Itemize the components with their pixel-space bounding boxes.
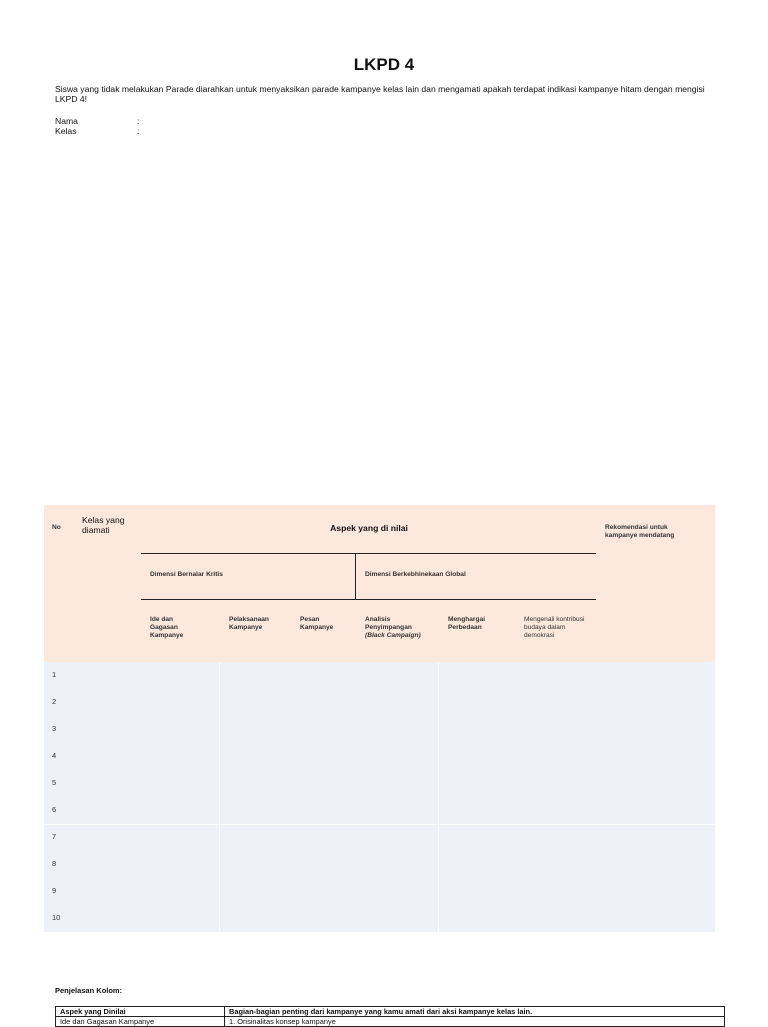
explanation-header-right: Bagian-bagian penting dari kampanye yang kamu amati dari aksi kampanye kelas lain.: [225, 1007, 725, 1017]
table-body-group-1: [44, 662, 715, 824]
header-mengenali: Mengenali kontribusi budaya dalam demokrasi: [524, 616, 585, 639]
header-dimensi-bernalar: Dimensi Bernalar Kritis: [150, 571, 223, 578]
explanation-cell-left: Ide dan Gagasan Kampanye: [56, 1017, 225, 1027]
explanation-header-left: Aspek yang Dinilai: [56, 1007, 225, 1017]
header-pesan: Pesan Kampanye: [300, 616, 334, 631]
assessment-table: [44, 505, 715, 932]
column-divider: [219, 662, 220, 932]
row-number: 6: [52, 805, 57, 814]
header-analisis-label: Analisis Penyimpangan: [365, 616, 412, 631]
table-body-group-2: [44, 825, 715, 932]
explanation-title: Penjelasan Kolom:: [55, 986, 123, 995]
column-divider: [438, 662, 439, 932]
kelas-row: [55, 126, 140, 136]
row-number: 1: [52, 670, 57, 679]
row-number: 2: [52, 697, 57, 706]
header-ide-gagasan: Ide dan Gagasan Kampanye: [150, 616, 184, 639]
row-number: 7: [52, 832, 57, 841]
page-title: LKPD 4: [353, 55, 415, 74]
header-divider: [355, 553, 356, 599]
header-pelaksanaan: Pelaksanaan Kampanye: [229, 616, 269, 631]
row-number: 8: [52, 859, 57, 868]
nama-row: [55, 116, 140, 126]
header-kelas: Kelas yang diamati: [82, 515, 125, 535]
header-dimensi-berkebhinekaan: Dimensi Berkebhinekaan Global: [365, 571, 466, 578]
nama-colon: :: [137, 116, 140, 126]
nama-label: Nama: [55, 116, 78, 126]
header-rule: [141, 599, 596, 600]
header-menghargai: Menghargai Perbedaan: [448, 616, 486, 631]
header-analisis-italic: (Black Campaign): [365, 632, 421, 639]
explanation-cell-right: 1. Orisinalitas konsep kampanye: [225, 1017, 725, 1027]
table-row: [56, 1017, 725, 1027]
header-no: No: [52, 524, 61, 531]
kelas-label: Kelas: [55, 126, 77, 136]
header-rule: [141, 553, 596, 554]
row-number: 3: [52, 724, 57, 733]
instructions-text: Siswa yang tidak melakukan Parade diarahkan untuk menyaksikan parade kampanye kelas lain dan mengamati apakah terdapat indikasi kampanye hitam dengan mengisi LKPD 4!: [55, 84, 705, 104]
header-rekomendasi: Rekomendasi untuk kampanye mendatang: [605, 524, 675, 539]
row-number: 5: [52, 778, 57, 787]
row-number: 9: [52, 886, 57, 895]
row-number: 10: [52, 913, 61, 922]
table-row: [56, 1007, 725, 1017]
row-number: 4: [52, 751, 57, 760]
header-analisis: [365, 616, 437, 640]
header-aspek: Aspek yang di nilai: [330, 523, 408, 533]
kelas-colon: :: [137, 126, 140, 136]
